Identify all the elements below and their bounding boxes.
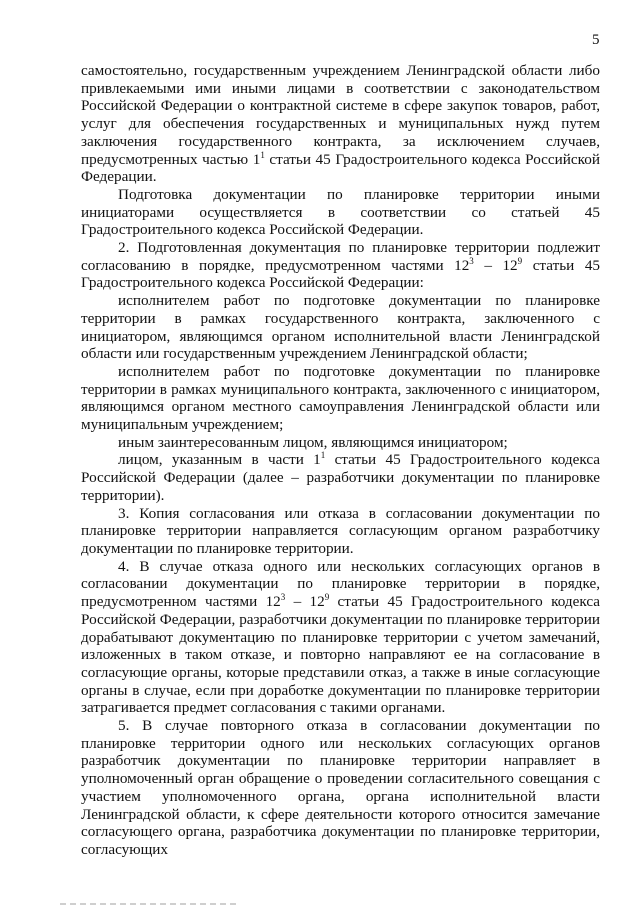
text-run: иным заинтересованным лицом, являющимся инициатором; bbox=[118, 433, 508, 451]
text-run: исполнителем работ по подготовке документации по планировке территории в рамках муниципального контракта, заключенного с инициатором, являющимся органом местного самоуправления Ленинградской области или муниципальным учреждением; bbox=[81, 362, 600, 434]
paragraph-p0 bbox=[81, 62, 600, 186]
text-run: статьи 45 Градостроительного кодекса Российской Федерации, разработчики документации по планировке территории дорабатывают документацию по планировке территории с учетом замечаний, изложенных в таком отказе, и повторно направляют ее на согласование в согласующие органы, которые представили отказ, а также в иные согласующие органы в случае, если при доработке документации по планировке территории затрагивается предмет согласования с такими органами. bbox=[81, 593, 600, 717]
text-run: – 12 bbox=[473, 256, 518, 274]
superscript: 3 bbox=[469, 255, 474, 266]
paragraph-p4 bbox=[81, 363, 600, 434]
text-run: 5. В случае повторного отказа в согласовании документации по планировке территории одного или нескольких согласующих органов разработчик документации по планировке территории направляет в уполномоченный орган обращение о проведении согласительного совещания с участием уполномоченного органа, органа исполнительной власти Ленинградской области, к сфере деятельности которого относится замечание согласующего органа, разработчика документации по планировке территории, согласующих bbox=[81, 717, 600, 858]
text-run: 2. Подготовленная документация по планировке территории подлежит согласованию в порядке, предусмотренном частями 12 bbox=[81, 239, 600, 274]
text-run: – 12 bbox=[285, 593, 325, 611]
text-run: статьи 45 Градостроительного кодекса Российской Федерации. bbox=[81, 150, 600, 186]
paragraph-p5 bbox=[81, 434, 600, 452]
superscript: 1 bbox=[320, 450, 326, 461]
superscript: 9 bbox=[324, 592, 330, 603]
text-run: статьи 45 Градостроительного кодекса Российской Федерации (далее – разработчики документации по планировке территории). bbox=[81, 451, 600, 504]
superscript: 9 bbox=[517, 255, 523, 266]
paragraph-p1 bbox=[81, 186, 600, 239]
superscript: 3 bbox=[280, 592, 286, 603]
paragraph-p7 bbox=[81, 505, 600, 558]
paragraph-p8 bbox=[81, 558, 600, 717]
document-body bbox=[81, 62, 600, 859]
text-run: статьи 45 Градостроительного кодекса Российской Федерации: bbox=[81, 256, 601, 292]
paragraph-p9 bbox=[81, 717, 600, 859]
page-number: 5 bbox=[592, 32, 600, 48]
superscript: 1 bbox=[260, 149, 265, 160]
text-run: 3. Копия согласования или отказа в согласовании документации по планировке территории направляется согласующим органом разработчику документации по планировке территории. bbox=[81, 504, 600, 557]
text-run: лицом, указанным в части 1 bbox=[118, 451, 321, 469]
paragraph-p2 bbox=[81, 239, 600, 292]
text-run: самостоятельно, государственным учреждением Ленинградской области либо привлекаемыми ими иными лицами в соответствии с законодательством Российской Федерации о контрактной системе в сфере закупок товаров, работ, услуг для обеспечения государственных и муниципальных нужд путем заключения государственного контракта, за исключением случаев, предусмотренных частью 1 bbox=[81, 62, 600, 168]
text-run: 4. В случае отказа одного или нескольких согласующих органов в согласовании документации по планировке территории в порядке, предусмотренном частями 12 bbox=[81, 557, 600, 611]
text-run: Подготовка документации по планировке территории иными инициаторами осуществляется в соответствии со статьей 45 Градостроительного кодекса Российской Федерации. bbox=[81, 185, 600, 239]
paragraph-p6 bbox=[81, 451, 600, 504]
text-run: исполнителем работ по подготовке документации по планировке территории в рамках государственного контракта, заключенного с инициатором, являющимся органом исполнительной власти Ленинградской области или государственным учреждением Ленинградской области; bbox=[81, 292, 600, 363]
paragraph-p3 bbox=[81, 292, 600, 363]
